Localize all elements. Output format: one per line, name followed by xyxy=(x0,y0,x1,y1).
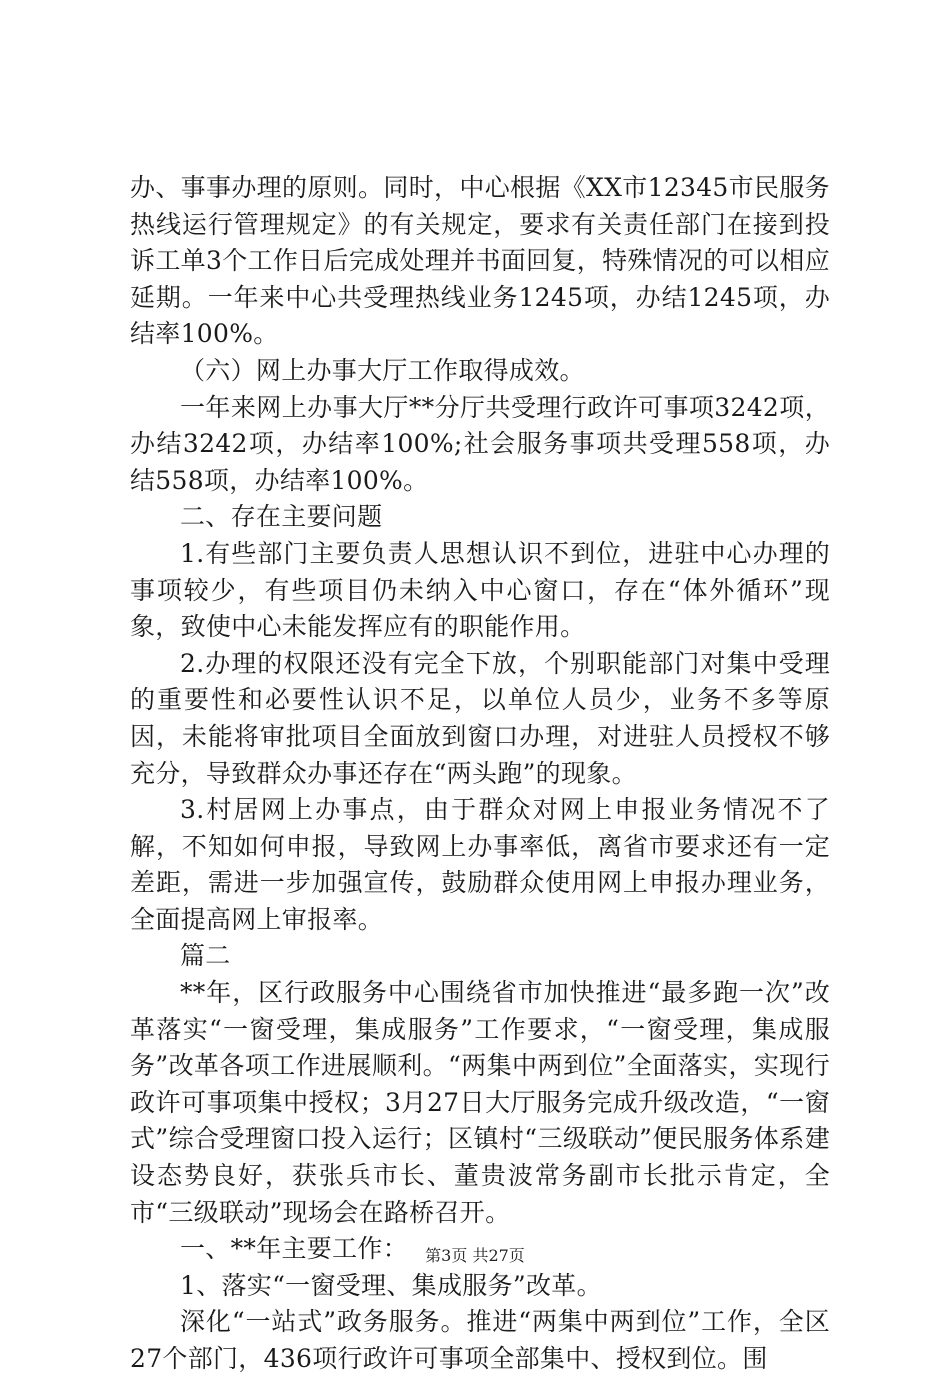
sub-heading: 1、落实“一窗受理、集成服务”改革。 xyxy=(180,1270,602,1300)
page-footer xyxy=(0,1243,950,1266)
paragraph: 办、事事办理的原则。同时，中心根据《XX市12345市民服务热线运行管理规定》的有关规定，要求有关责任部门在接到投诉工单3个工作日后完成处理并书面回复，特殊情况的可以相应延期。一年来中心共受理热线业务1245项，办结1245项，办结率100%。 xyxy=(130,173,830,349)
paragraph: 深化“一站式”政务服务。推进“两集中两到位”工作，全区27个部门，436项行政许可事项全部集中、授权到位。围 xyxy=(130,1307,830,1373)
page-number: 第3页 共27页 xyxy=(425,1246,525,1265)
document-body xyxy=(130,170,830,1378)
paragraph: 1.有些部门主要负责人思想认识不到位，进驻中心办理的事项较少，有些项目仍未纳入中心窗口，存在“体外循环”现象，致使中心未能发挥应有的职能作用。 xyxy=(130,538,830,642)
section-heading: 一、**年主要工作： xyxy=(180,1234,409,1264)
paragraph: 2.办理的权限还没有完全下放，个别职能部门对集中受理的重要性和必要性认识不足，以单位人员少，业务不多等原因，未能将审批项目全面放到窗口办理，对进驻人员授权不够充分，导致群众办事还存在“两头跑”的现象。 xyxy=(130,648,830,788)
paragraph: 一年来网上办事大厅**分厅共受理行政许可事项3242项，办结3242项，办结率100%;社会服务事项共受理558项，办结558项，办结率100%。 xyxy=(130,392,830,495)
paragraph: （六）网上办事大厅工作取得成效。 xyxy=(180,355,585,385)
paragraph: 3.村居网上办事点，由于群众对网上申报业务情况不了解，不知如何申报，导致网上办事率低，离省市要求还有一定差距，需进一步加强宣传，鼓励群众使用网上申报办理业务，全面提高网上审报率。 xyxy=(130,795,830,934)
paragraph: **年，区行政服务中心围绕省市加快推进“最多跑一次”改革落实“一窗受理，集成服务”工作要求，“一窗受理，集成服务”改革各项工作进展顺利。“两集中两到位”全面落实，实现行政许可事项集中授权；3月27日大厅服务完成升级改造，“一窗式”综合受理窗口投入运行；区镇村“三级联动”便民服务体系建设态势良好，获张兵市长、董贵波常务副市长批示肯定，全市“三级联动”现场会在路桥召开。 xyxy=(130,978,830,1227)
section-heading: 二、存在主要问题 xyxy=(180,502,383,532)
section-heading: 篇二 xyxy=(180,941,231,971)
